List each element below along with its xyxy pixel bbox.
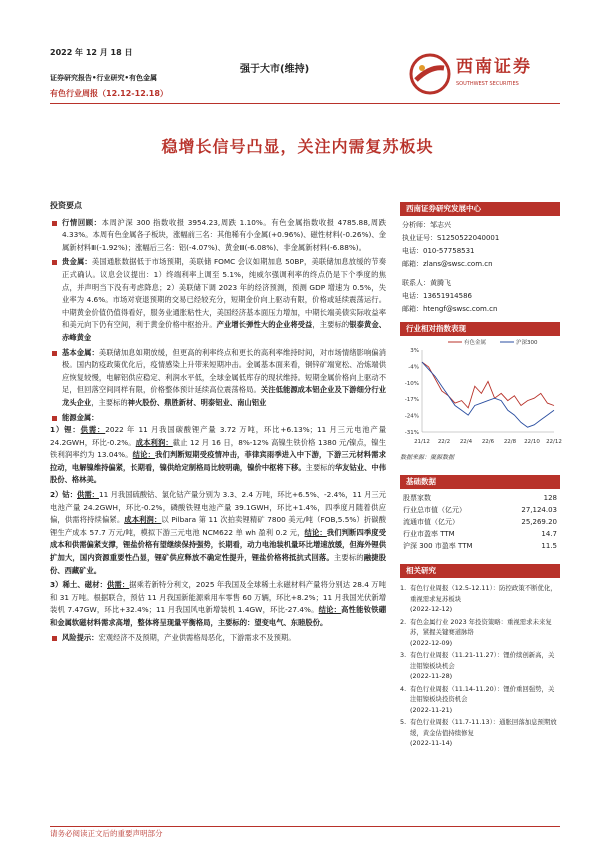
related-research-date: (2022-11-14)	[410, 739, 453, 747]
base-data-row	[400, 516, 560, 528]
chart-title: 行业相对指数表现	[400, 322, 560, 336]
logo-cn-text: 西南证券	[456, 57, 532, 77]
base-data-row	[400, 528, 560, 540]
related-research-title: 有色行业周报（12.5-12.11）：防控政策不断优化，重视需求复苏板块	[410, 584, 557, 603]
report-week: 有色行业周报（12.12-12.18）	[50, 89, 168, 98]
analyst-row: 分析师：邹志兴	[402, 221, 451, 229]
energy-metals-heading: 能源金属：	[50, 412, 386, 425]
x-tick-label: 22/6	[481, 439, 495, 445]
report-title: 稳增长信号凸显，关注内需复苏板块	[161, 137, 434, 156]
base-data-table	[400, 492, 560, 552]
base-data-value: 11.5	[541, 542, 557, 550]
series-line	[422, 362, 554, 427]
logo-en-text: SOUTHWEST SECURITIES	[456, 81, 519, 87]
base-data-value: 14.7	[541, 530, 557, 538]
email-row[interactable]: 邮箱：zlans@swsc.com.cn	[402, 260, 493, 268]
base-metals: 基本金属：美联储加息如期放缓，但更高的利率终点和更长的高利率维持时间，对市场情绪影响偏消极。国内防疫政策优化后，疫情感染上升带来短期冲击。金属基本面来看，铜锌矿端宽松、冶炼端供应恢复较慢，电解铝供应稳定、利润水平低，全球金属低库存的现状维持。短期金属价格向上驱动不足，但回落空间同样有限，价格整体预计延续高位震荡格局。关注低能源成本铝企业及下游细分行业龙头企业，主要标的神火股份、鼎胜新材、明泰铝业、南山铝业	[50, 347, 386, 410]
base-data-key: 行业市盈率 TTM	[403, 530, 455, 538]
related-research-item[interactable]	[400, 617, 560, 649]
rare-earth-section: 3）稀土、磁材：供需：据乘若新特分利文，2025 年我国及全球稀土永磁材料产量将分别达 28.4 万吨和 31 万吨。根据联合，预估 11 月我国新能源乘用车零售 60 万辆，环比+8.2%；11 月我国光伏新增装机 7.47GW，环比+32.4%；11 月我国风电新增装机 1.4GW，环比-27.4%。结论：高性能钕铁硼和金属软磁材料需求高增，整体将呈现量平衡格局，主要标的：望变电气、东睦股份。	[50, 580, 387, 627]
sidebar	[400, 202, 560, 751]
contact-row: 联系人：黄腾飞	[402, 279, 451, 287]
related-research-date: (2022-12-09)	[410, 638, 453, 647]
contact-tel-row: 电话：13651914586	[402, 292, 472, 300]
related-research-number: 2.	[400, 617, 407, 626]
related-research-item[interactable]	[400, 717, 560, 749]
industry-rating: 强于大市(维持)	[240, 64, 310, 75]
team-title: 西南证券研究发展中心	[400, 202, 560, 216]
cobalt-section: 2）钴：供需：11 月我国硫酸钴、氯化钴产量分别为 3.3、2.4 万吨，环比+6.5%、-2.4%，11 月三元电池产量 24.2GWH，环比-0.2%，磷酸铁锂电池产量 39.1GWH，环比+1.4%，四季度月随着供应偏，供需将持续偏紧。成本利润：以 Pilbara 第 11 次拍卖锂精矿 7800 美元/吨（FOB,5.5%）折碳酸锂生产成本 57.7 万元/吨，模拟下游三元电池 NCM622 单 wh 盈利 0.2 元，结论：我们判断四季度受成本和供需偏紧支撑，锂盐价格有望继续保持强势，长期看，动力电池装机量环比增速放缓，但海外锂供扩加大，国内资源重要性凸显，锂矿供应释放不确定性提升，锂盐价格将抵抗式回落。主要标的融捷股份、西藏矿业。	[50, 490, 387, 575]
related-research-date: (2022-11-28)	[410, 672, 453, 680]
related-research-title: 有色行业周报（11.21-11.27）：锂价续创新高，关注钼镍板块机会	[410, 651, 555, 670]
related-research-title: 有色金属行业 2023 年投资策略：重视需求未来复苏，紧握关键赛道脉络	[410, 617, 552, 636]
highlights-heading: 投资要点	[50, 201, 82, 210]
y-tick-label: -17%	[404, 397, 419, 404]
lithium-section: 1）锂：供需：2022 年 11 月我国碳酸锂产量 3.72 万吨，环比+6.13%；11 月三元电池产量 24.2GWH，环比-0.2%。成本利润：截止 12 月 16 日，8%-12% 高镍生铁价格 1380 元/镍点，镍生铁利润率约为 13.04%。结论：我们判断短期受疫情冲击，菲律宾雨季进入中下游，下游三元材料需求拉动，电解镍维持偏紧，长期看，镍供给定制格局比较明确，镍价中枢将下移。主要标的华友钴业、中伟股份、格林美。	[50, 425, 386, 485]
related-research-list	[400, 583, 560, 749]
footer-disclaimer: 请务必阅读正文后的重要声明部分	[50, 829, 163, 838]
base-data-value: 25,269.20	[521, 518, 557, 526]
precious-metals: 贵金属：美国通胀数据低于市场预期，美联储 FOMC 会议如期加息 50BP，美联储加息放缓的节奏正式确认。议息会议提出：1）终端利率上调至 5.1%，纯威尔强调利率的终点仍是下个季度的焦点，并声明当下没有考虑降息；2）美联储下调 2023 年的经济预测，预测 GDP 增速为 0.5%，失业率为 4.6%。市场对衰退预期的交易已经较充分，短期金价向上驱动有限，价格或延续震荡运行。中期黄金价值仍值得看好，服务业通胀粘性大，美国经济基本面压力增加，中期长端美债实际收益率和美元向下仍有空间，利于黄金价格中枢抬升。产业增长弹性大的企业将受益，主要标的银泰黄金、赤峰黄金	[50, 256, 386, 344]
base-data-title: 基础数据	[400, 475, 560, 489]
x-tick-label: 22/8	[503, 439, 517, 445]
report-type: 证券研究报告•行业研究•有色金属	[50, 74, 157, 82]
legend-label: 有色金属	[464, 340, 487, 346]
base-data-key: 沪深 300 市盈率 TTM	[403, 542, 473, 550]
base-data-key: 股票家数	[403, 494, 431, 502]
header-divider	[50, 103, 560, 104]
contact-email-row[interactable]: 邮箱：htengf@swsc.com.cn	[402, 305, 498, 313]
tel-row: 电话：010-57758531	[402, 247, 475, 255]
base-data-value: 128	[543, 494, 557, 502]
footer-divider	[50, 826, 560, 827]
related-research-title: 相关研究	[400, 564, 560, 578]
related-research-number: 1.	[400, 584, 407, 592]
x-tick-label: 21/12	[414, 439, 430, 445]
y-tick-label: -31%	[404, 430, 419, 436]
related-research-item[interactable]	[400, 583, 560, 615]
base-data-value: 27,124.03	[521, 506, 557, 514]
related-research-number: 5.	[400, 718, 407, 726]
cert-row: 执业证号：S1250522040001	[402, 234, 500, 242]
related-research-title: 有色行业周报（11.14-11.20）：锂价重回强势，关注钼镍板块投资机会	[410, 684, 555, 703]
chart-source: 数据来源：聚源数据	[400, 454, 455, 461]
investment-highlights	[50, 200, 386, 644]
logo-emblem-icon	[408, 52, 452, 96]
x-tick-label: 22/4	[459, 439, 473, 445]
base-data-row	[400, 504, 560, 516]
y-tick-label: 3%	[410, 348, 419, 354]
y-tick-label: -4%	[408, 364, 419, 371]
related-research-date: (2022-11-21)	[410, 705, 453, 714]
related-research-number: 4.	[400, 684, 407, 693]
x-tick-label: 22/12	[546, 439, 562, 445]
x-tick-label: 22/2	[437, 439, 451, 445]
y-tick-label: -10%	[404, 380, 419, 387]
market-review: 行情回顾：本周沪深 300 指数收报 3954.23,周跌 1.10%。有色金属指数收报 4785.88,周跌 4.33%。本周有色金属各子板块，涨幅前三名：其他稀有小金属(+0.96%)、磁性材料(-0.26%)、金属新材料Ⅲ(-1.92%)；涨幅后三名：铝(-4.07%)、黄金Ⅲ(-6.08%)、非金属新材料(-6.88%)。	[50, 217, 386, 255]
related-research-item[interactable]	[400, 650, 560, 682]
base-data-row	[400, 540, 560, 552]
related-research-item[interactable]	[400, 684, 560, 716]
x-tick-label: 22/10	[524, 439, 540, 445]
base-data-row	[400, 492, 560, 504]
related-research-date: (2022-12-12)	[410, 605, 453, 613]
company-logo	[408, 50, 558, 100]
y-tick-label: -24%	[404, 413, 419, 420]
related-research-title: 有色行业周报（11.7-11.13）：通胀回落加息预期放缓，黄金估值持续修复	[410, 718, 557, 737]
risk-warning: 风险提示：宏观经济不及预期，产业供需格局恶化，下游需求不及预期。	[50, 632, 386, 645]
base-data-key: 流通市值（亿元）	[403, 518, 459, 526]
legend-label: 沪深300	[516, 340, 538, 346]
relative-performance-chart	[400, 336, 560, 448]
related-research-number: 3.	[400, 651, 407, 659]
base-data-key: 行业总市值（亿元）	[403, 506, 466, 514]
report-date: 2022 年 12 月 18 日	[50, 48, 133, 57]
